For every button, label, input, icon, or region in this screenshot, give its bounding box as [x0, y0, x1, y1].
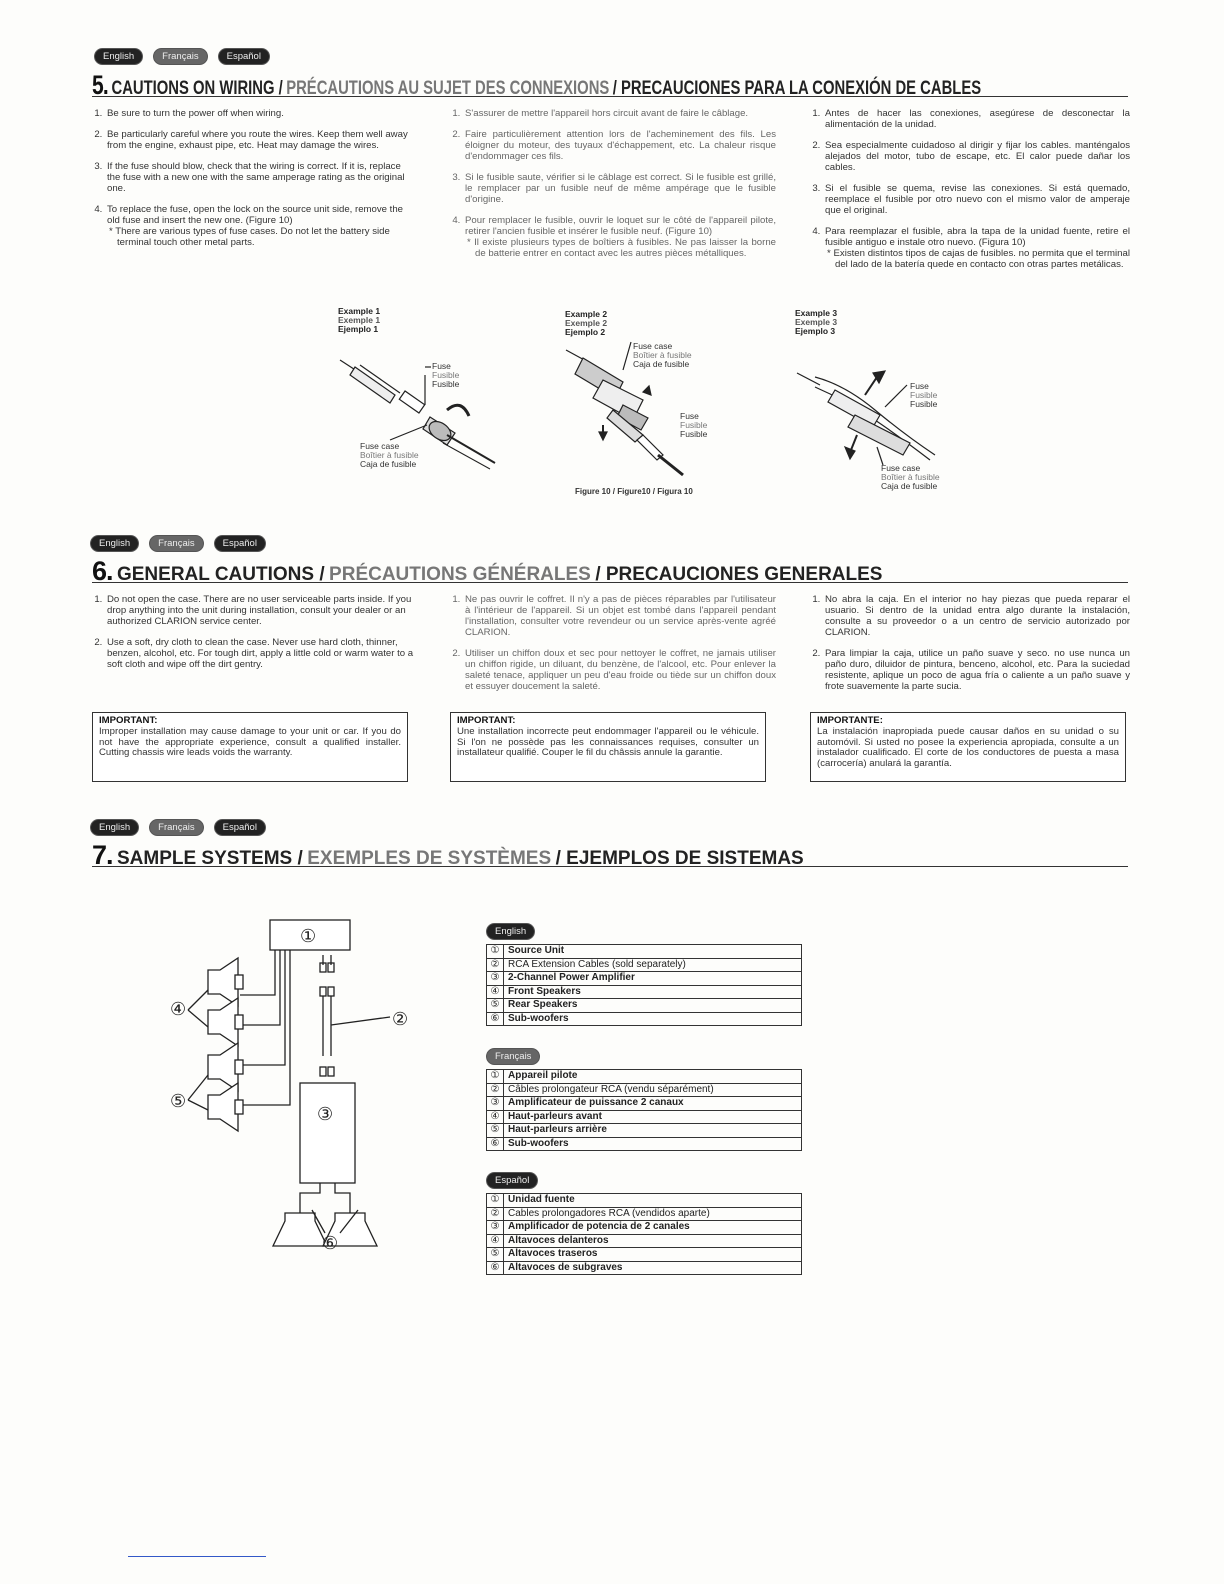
legend-english-table [486, 944, 802, 1026]
legend-row [487, 1124, 802, 1138]
s5-en-item-4 [105, 204, 414, 248]
language-tabs-7 [90, 819, 266, 836]
example3-fuse-callout: Fuse Fusible Fusible [910, 381, 938, 409]
legend-row [487, 1221, 802, 1235]
legend-text: Front Speakers [504, 985, 802, 999]
s5-fr-item-4 [463, 215, 776, 259]
legend-row [487, 958, 802, 972]
example3-fusecase-callout: Fuse case Boîtier à fusible Caja de fusible [881, 463, 940, 491]
diagram-label-3: ③ [317, 1104, 334, 1125]
legend-number: ② [487, 1083, 504, 1097]
legend-row [487, 1234, 802, 1248]
section5-title-fr: PRÉCAUTIONS AU SUJET DES CONNEXIONS [286, 78, 610, 99]
footer-rule [128, 1556, 266, 1557]
section6-number: 6. [92, 556, 113, 586]
legend-row [487, 1261, 802, 1275]
s6-en-item-2: 2. Use a soft, dry cloth to clean the case. Never use hard cloth, thinner, benzen, alcohol, etc. For tough dirt, apply a little cold or warm water to a soft cloth and wipe off the dirt gentry. [105, 637, 414, 670]
legend-spanish-tab[interactable]: Español [486, 1172, 538, 1189]
lang-francais[interactable]: Français [153, 48, 207, 65]
legend-text: Haut-parleurs avant [504, 1110, 802, 1124]
legend-row [487, 1137, 802, 1151]
section6-title-en: GENERAL CAUTIONS / [116, 564, 325, 585]
s5-es-item-4 [823, 226, 1130, 270]
language-tabs-5 [94, 48, 270, 65]
s5-fr-item-1: 1. S'assurer de mettre l'appareil hors circuit avant de faire le câblage. [463, 108, 776, 119]
legend-row [487, 1110, 802, 1124]
section6-title-fr: PRÉCAUTIONS GÉNÉRALES [329, 564, 591, 585]
legend-text: 2-Channel Power Amplifier [504, 972, 802, 986]
s5-en-item-3: 3. If the fuse should blow, check that the wiring is correct. If it is, replace the fuse with a new one with the same amperage rating as the original one. [105, 161, 414, 194]
legend-row [487, 1248, 802, 1262]
legend-text: Source Unit [504, 945, 802, 959]
s6-fr-item-2: 2. Utiliser un chiffon doux et sec pour nettoyer le coffret, ne jamais utiliser un chiffon rigide, un diluant, du benzène, de l'alcool, etc. Pour enlever la saleté tenace, appliquer un peu d'eau froide ou tiède sur un chiffon doux et essuyer doucement la saleté. [463, 648, 776, 692]
section5-spanish-column [810, 108, 1130, 280]
legend-text: Sub-woofers [504, 1012, 802, 1026]
figure10-caption: Figure 10 / Figure10 / Figura 10 [575, 487, 693, 496]
section7-number: 7. [92, 840, 113, 870]
lang-english[interactable]: English [90, 535, 139, 552]
lang-espanol[interactable]: Español [214, 535, 266, 552]
legend-number: ⑥ [487, 1012, 504, 1026]
legend-text: Cables prolongadores RCA (vendidos aparte) [504, 1207, 802, 1221]
example1-label: Example 1 Exemple 1 Ejemplo 1 [338, 306, 381, 334]
section6-spanish-column [810, 594, 1130, 702]
s6-fr-item-1: 1. Ne pas ouvrir le coffret. Il n'y a pas de pièces réparables par l'utilisateur à l'intérieur de l'appareil. Si un objet est tombé dans l'appareil pendant l'installation, consulter votre revendeur ou un service après-vente agréé CLARION. [463, 594, 776, 638]
lang-english[interactable]: English [90, 819, 139, 836]
legend-english-tab[interactable]: English [486, 923, 535, 940]
legend-number: ① [487, 1070, 504, 1084]
legend-row [487, 945, 802, 959]
legend-row [487, 985, 802, 999]
legend-text: Sub-woofers [504, 1137, 802, 1151]
legend-number: ③ [487, 1221, 504, 1235]
legend-row [487, 1097, 802, 1111]
legend-number: ⑤ [487, 1248, 504, 1262]
section5-heading [92, 70, 1128, 100]
section5-number: 5. [92, 70, 109, 100]
section6-french-column [450, 594, 776, 702]
section5-french-column [450, 108, 776, 269]
legend-number: ⑤ [487, 1124, 504, 1138]
legend-number: ④ [487, 1110, 504, 1124]
legend-text: Rear Speakers [504, 999, 802, 1013]
legend-french-table [486, 1069, 802, 1151]
s5-es-note: * Existen distintos tipos de cajas de fusibles. no permita que el terminal del lado de la batería quede en contacto con otras partes metálicas. [827, 248, 1130, 270]
example1-fuse-callout: Fuse Fusible Fusible [432, 361, 460, 389]
legend-text: Câbles prolongateur RCA (vendu séparément) [504, 1083, 802, 1097]
s6-en-item-1: 1. Do not open the case. There are no user serviceable parts inside. If you drop anything into the unit during installation, consult your dealer or an authorized CLARION service center. [105, 594, 414, 627]
s5-es-item-2: 2. Sea especialmente cuidadoso al dirigir y fijar los cables. manténgalos alejados del motor, tubo de escape, etc. El calor puede dañar los cables. [823, 140, 1130, 173]
legend-row [487, 1070, 802, 1084]
diagram-label-6: ⑥ [322, 1233, 339, 1254]
s5-en-note: * There are various types of fuse cases. Do not let the battery side terminal touch other metal parts. [109, 226, 390, 248]
example2-label: Example 2 Exemple 2 Ejemplo 2 [565, 309, 608, 337]
legend-text: Altavoces delanteros [504, 1234, 802, 1248]
legend-english [486, 921, 802, 1026]
important-box-es: IMPORTANTE: La instalación inapropiada puede causar daños en su unidad o su automóvil. Si usted no posee la experiencia apropiada, consulte a un instalador cualificado. El corte de los conductores de puesta a masa (carrocería) anulará la garantía. [810, 712, 1126, 782]
section7-title-es: / EJEMPLOS DE SISTEMAS [555, 848, 804, 869]
section5-title-en: CAUTIONS ON WIRING / [111, 78, 283, 99]
lang-francais[interactable]: Français [149, 535, 203, 552]
important-box-en: IMPORTANT: Improper installation may cause damage to your unit or car. If you do not have the appropriate experience, consult a qualified installer. Cutting chassis wire leads voids the warranty. [92, 712, 408, 782]
legend-number: ② [487, 1207, 504, 1221]
legend-number: ② [487, 958, 504, 972]
legend-row [487, 1194, 802, 1208]
legend-text: Altavoces traseros [504, 1248, 802, 1262]
legend-text: Haut-parleurs arrière [504, 1124, 802, 1138]
s5-fr-item-4-text: Pour remplacer le fusible, ouvrir le loquet sur le côté de l'appareil pilote, retirer l'ancien fusible et insérer le fusible neuf. (Figure 10) [465, 215, 776, 237]
legend-spanish-table [486, 1193, 802, 1275]
legend-french-tab[interactable]: Français [486, 1048, 540, 1065]
legend-row [487, 1012, 802, 1026]
legend-text: Appareil pilote [504, 1070, 802, 1084]
legend-french [486, 1046, 802, 1151]
section7-title-fr: EXEMPLES DE SYSTÈMES [307, 848, 552, 869]
amplifier-box [300, 1083, 355, 1183]
section5-english-column [92, 108, 414, 258]
legend-row [487, 1207, 802, 1221]
legend-text: Amplificateur de puissance 2 canaux [504, 1097, 802, 1111]
legend-number: ③ [487, 972, 504, 986]
s5-en-item-1: 1. Be sure to turn the power off when wiring. [105, 108, 414, 119]
legend-number: ① [487, 1194, 504, 1208]
s5-fr-item-2: 2. Faire particulièrement attention lors de l'acheminement des fils. Les éloigner du moteur, des tuyaux d'échappement, etc. La chaleur risque d'endommager ces fils. [463, 129, 776, 162]
legend-number: ⑥ [487, 1137, 504, 1151]
sample-system-diagram [160, 915, 420, 1265]
s6-es-item-2: 2. Para limpiar la caja, utilice un paño suave y seco. no use nunca un paño duro, diluidor de pintura, benceno, alcohol, etc. Para la suciedad resistente, aplique un poco de agua fría o caliente a un paño suave y frote suavemente la parte sucia. [823, 648, 1130, 692]
language-tabs-6 [90, 535, 266, 552]
legend-text: Unidad fuente [504, 1194, 802, 1208]
section6-english-column [92, 594, 414, 680]
legend-row [487, 999, 802, 1013]
section5-title-es: / PRECAUCIONES PARA LA CONEXIÓN DE CABLES [612, 78, 982, 99]
lang-espanol[interactable]: Español [218, 48, 270, 65]
legend-number: ③ [487, 1097, 504, 1111]
legend-number: ④ [487, 1234, 504, 1248]
legend-row [487, 972, 802, 986]
diagram-label-2: ② [392, 1009, 409, 1030]
diagram-label-4: ④ [170, 999, 187, 1020]
legend-number: ④ [487, 985, 504, 999]
legend-number: ① [487, 945, 504, 959]
s5-en-item-2: 2. Be particularly careful where you route the wires. Keep them well away from the engine, exhaust pipe, etc. Heat may damage the wires. [105, 129, 414, 151]
lang-francais[interactable]: Français [149, 819, 203, 836]
section6-title-es: / PRECAUCIONES GENERALES [595, 564, 883, 585]
section6-heading [92, 556, 1128, 586]
example1-fusecase-callout: Fuse case Boîtier à fusible Caja de fusible [360, 441, 419, 469]
section7-title-en: SAMPLE SYSTEMS / [116, 848, 303, 869]
lang-espanol[interactable]: Español [214, 819, 266, 836]
legend-number: ⑥ [487, 1261, 504, 1275]
legend-text: Altavoces de subgraves [504, 1261, 802, 1275]
s5-fr-note: * Il existe plusieurs types de boîtiers à fusibles. Ne pas laisser la borne de batterie entrer en contact avec les autres pièces métalliques. [467, 237, 776, 259]
legend-text: RCA Extension Cables (sold separately) [504, 958, 802, 972]
diagram-label-1: ① [300, 926, 317, 947]
important-box-fr: IMPORTANT: Une installation incorrecte peut endommager l'appareil ou le véhicule. Si l'on ne possède pas les connaissances requises, consulter un installateur qualifié. Couper le fil du châssis annule la garantie. [450, 712, 766, 782]
lang-english[interactable]: English [94, 48, 143, 65]
legend-row [487, 1083, 802, 1097]
example3-label: Example 3 Exemple 3 Ejemplo 3 [795, 308, 838, 336]
fuse-example3-illustration [795, 365, 945, 465]
legend-number: ⑤ [487, 999, 504, 1013]
s6-es-item-1: 1. No abra la caja. En el interior no hay piezas que pueda reparar el usuario. Si dentro de la unidad entra algo durante la instalación, consulte a su proveedor o a un centro de servicio autorizado por CLARION. [823, 594, 1130, 638]
section7-heading [92, 840, 1128, 870]
s5-en-item-4-text: To replace the fuse, open the lock on the source unit side, remove the old fuse and insert the new one. (Figure 10) [107, 204, 403, 226]
legend-text: Amplificador de potencia de 2 canales [504, 1221, 802, 1235]
s5-es-item-3: 3. Si el fusible se quema, revise las conexiones. Si está quemado, reemplace el fusible por otro nuevo con el mismo valor de amperaje que el original. [823, 183, 1130, 216]
example2-fuse-callout: Fuse Fusible Fusible [680, 411, 708, 439]
s5-es-item-1: 1. Antes de hacer las conexiones, asegúrese de desconectar la alimentación de la unidad. [823, 108, 1130, 130]
legend-spanish [486, 1170, 802, 1275]
example2-fusecase-callout: Fuse case Boîtier à fusible Caja de fusible [633, 341, 692, 369]
s5-es-item-4-text: Para reemplazar el fusible, abra la tapa de la unidad fuente, retire el fusible antiguo e instale otro nuevo. (Figura 10) [825, 226, 1130, 248]
s5-fr-item-3: 3. Si le fusible saute, vérifier si le câblage est correct. Si le fusible est grillé, le remplacer par un fusible neuf de même ampérage que le fusible d'origine. [463, 172, 776, 205]
diagram-label-5: ⑤ [170, 1091, 187, 1112]
